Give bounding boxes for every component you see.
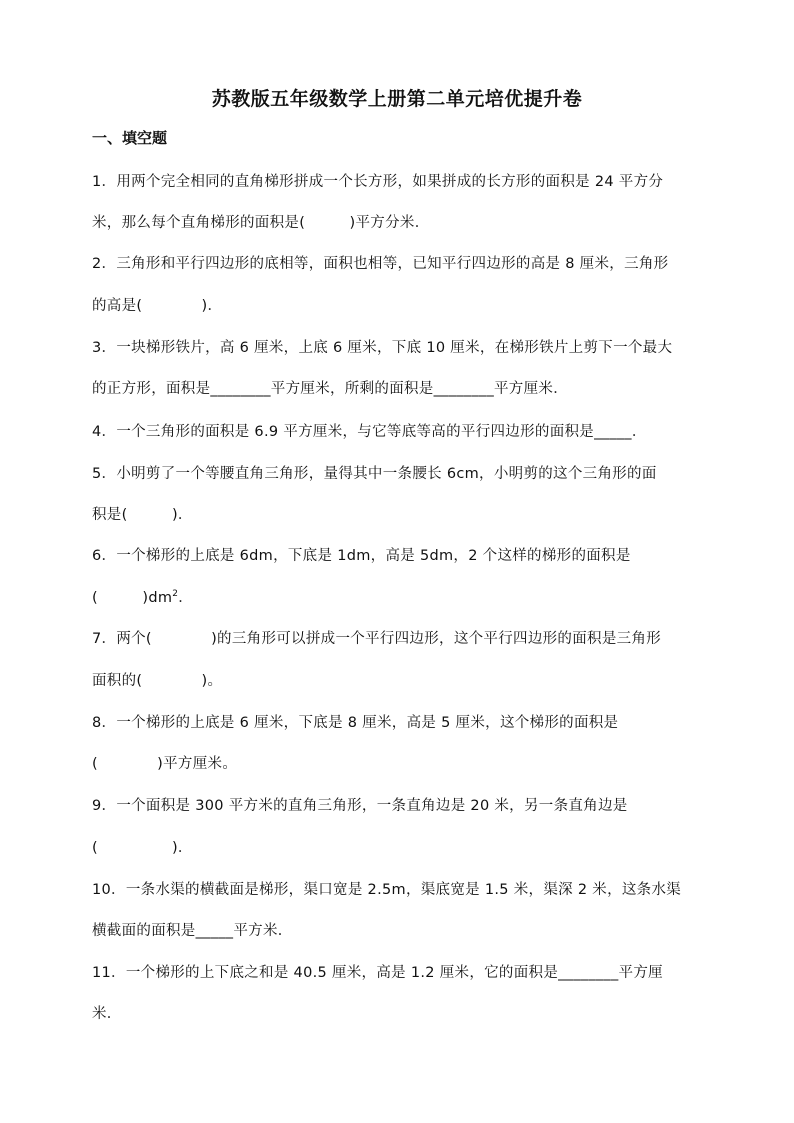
unit-exponent: 2 (172, 589, 179, 600)
question-7-line-2: 面积的( )。 (92, 673, 223, 689)
question-5-line-1: 5．小明剪了一个等腰直角三角形，量得其中一条腰长 6cm，小明剪的这个三角形的面 (92, 466, 657, 482)
document-title: 苏教版五年级数学上册第二单元培优提升卷 (211, 88, 583, 110)
question-6-tail: ． (178, 590, 194, 606)
question-9-line-1: 9．一个面积是 300 平方米的直角三角形，一条直角边是 20 米，另一条直角边是 (92, 798, 628, 814)
question-10-line-2: 横截面的面积是_____平方米． (92, 923, 293, 939)
question-10-line-1: 10．一条水渠的横截面是梯形，渠口宽是 2.5m，渠底宽是 1.5 米，渠深 2 米，这条水渠 (92, 882, 682, 898)
question-6-line-2 (92, 586, 193, 607)
question-2-line-2: 的高是( )． (92, 298, 223, 314)
question-9-line-2: ( )． (92, 840, 193, 856)
question-2-line-1: 2．三角形和平行四边形的底相等，面积也相等，已知平行四边形的高是 8 厘米，三角形 (92, 256, 669, 272)
question-4-line-1: 4．一个三角形的面积是 6.9 平方厘米，与它等底等高的平行四边形的面积是_____． (92, 424, 647, 440)
question-7-line-1: 7．两个( )的三角形可以拼成一个平行四边形，这个平行四边形的面积是三角形 (92, 631, 662, 647)
question-3-line-2: 的正方形，面积是________平方厘米，所剩的面积是________平方厘米． (92, 381, 568, 397)
question-6-answer-blank: ( )dm (92, 590, 173, 606)
question-1-line-2: 米，那么每个直角梯形的面积是( )平方分米． (92, 215, 430, 231)
question-1-line-1: 1．用两个完全相同的直角梯形拼成一个长方形，如果拼成的长方形的面积是 24 平方分 (92, 174, 664, 190)
question-6-line-1: 6．一个梯形的上底是 6dm，下底是 1dm，高是 5dm，2 个这样的梯形的面积是 (92, 548, 631, 564)
question-11-line-2: 米． (92, 1006, 122, 1022)
question-8-line-1: 8．一个梯形的上底是 6 厘米，下底是 8 厘米，高是 5 厘米，这个梯形的面积是 (92, 715, 619, 731)
question-5-line-2: 积是( )． (92, 507, 193, 523)
question-11-line-1: 11．一个梯形的上下底之和是 40.5 厘米，高是 1.2 厘米，它的面积是________平方厘 (92, 965, 663, 981)
section-heading: 一、填空题 (92, 129, 168, 147)
question-8-line-2: ( )平方厘米。 (92, 756, 238, 772)
question-3-line-1: 3．一块梯形铁片，高 6 厘米，上底 6 厘米，下底 10 厘米，在梯形铁片上剪下一个最大 (92, 340, 673, 356)
